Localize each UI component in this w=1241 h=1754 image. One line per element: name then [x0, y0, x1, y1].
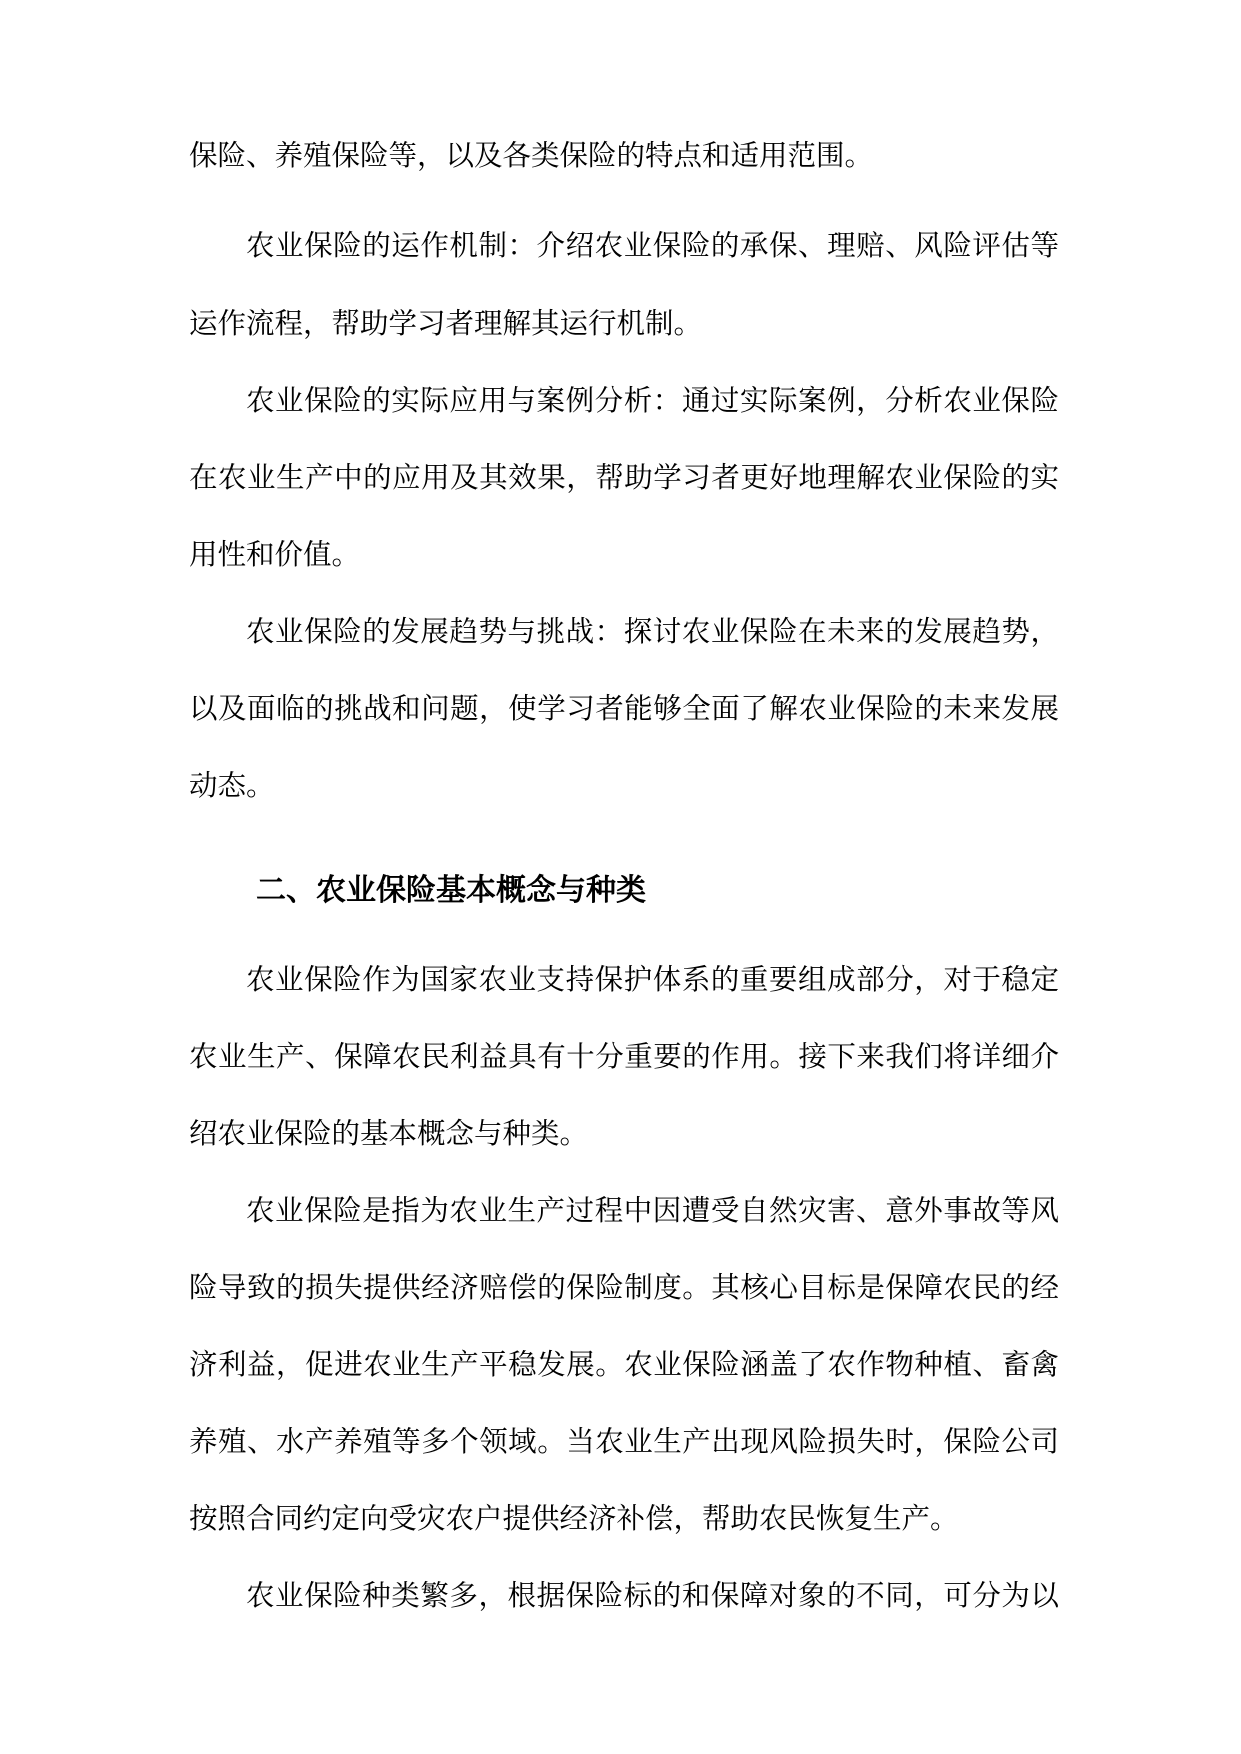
paragraph-line: 以及面临的挑战和问题，使学习者能够全面了解农业保险的未来发展 — [189, 692, 1059, 725]
paragraph-line: 动态。 — [189, 769, 275, 802]
paragraph-line: 农业保险的发展趋势与挑战：探讨农业保险在未来的发展趋势， — [246, 615, 1059, 648]
paragraph-line: 农业保险作为国家农业支持保护体系的重要组成部分，对于稳定 — [246, 963, 1059, 996]
paragraph-line: 农业生产、保障农民利益具有十分重要的作用。接下来我们将详细介 — [189, 1040, 1059, 1073]
paragraph-line: 按照合同约定向受灾农户提供经济补偿，帮助农民恢复生产。 — [189, 1502, 959, 1535]
paragraph-line: 农业保险是指为农业生产过程中因遭受自然灾害、意外事故等风 — [246, 1194, 1059, 1227]
paragraph-line: 用性和价值。 — [189, 538, 361, 571]
paragraph-line: 养殖、水产养殖等多个领域。当农业生产出现风险损失时，保险公司 — [189, 1425, 1059, 1458]
paragraph-line: 绍农业保险的基本概念与种类。 — [189, 1117, 589, 1150]
paragraph-line: 运作流程，帮助学习者理解其运行机制。 — [189, 307, 703, 340]
paragraph-line: 农业保险种类繁多，根据保险标的和保障对象的不同，可分为以 — [246, 1579, 1059, 1612]
paragraph-line: 农业保险的运作机制：介绍农业保险的承保、理赔、风险评估等 — [246, 229, 1059, 262]
section-heading: 二、农业保险基本概念与种类 — [256, 873, 646, 908]
paragraph-line: 保险、养殖保险等，以及各类保险的特点和适用范围。 — [189, 139, 874, 172]
paragraph-line: 在农业生产中的应用及其效果，帮助学习者更好地理解农业保险的实 — [189, 461, 1059, 494]
paragraph-line: 险导致的损失提供经济赔偿的保险制度。其核心目标是保障农民的经 — [189, 1271, 1059, 1304]
paragraph-line: 济利益，促进农业生产平稳发展。农业保险涵盖了农作物种植、畜禽 — [189, 1348, 1059, 1381]
paragraph-line: 农业保险的实际应用与案例分析：通过实际案例，分析农业保险 — [246, 384, 1059, 417]
